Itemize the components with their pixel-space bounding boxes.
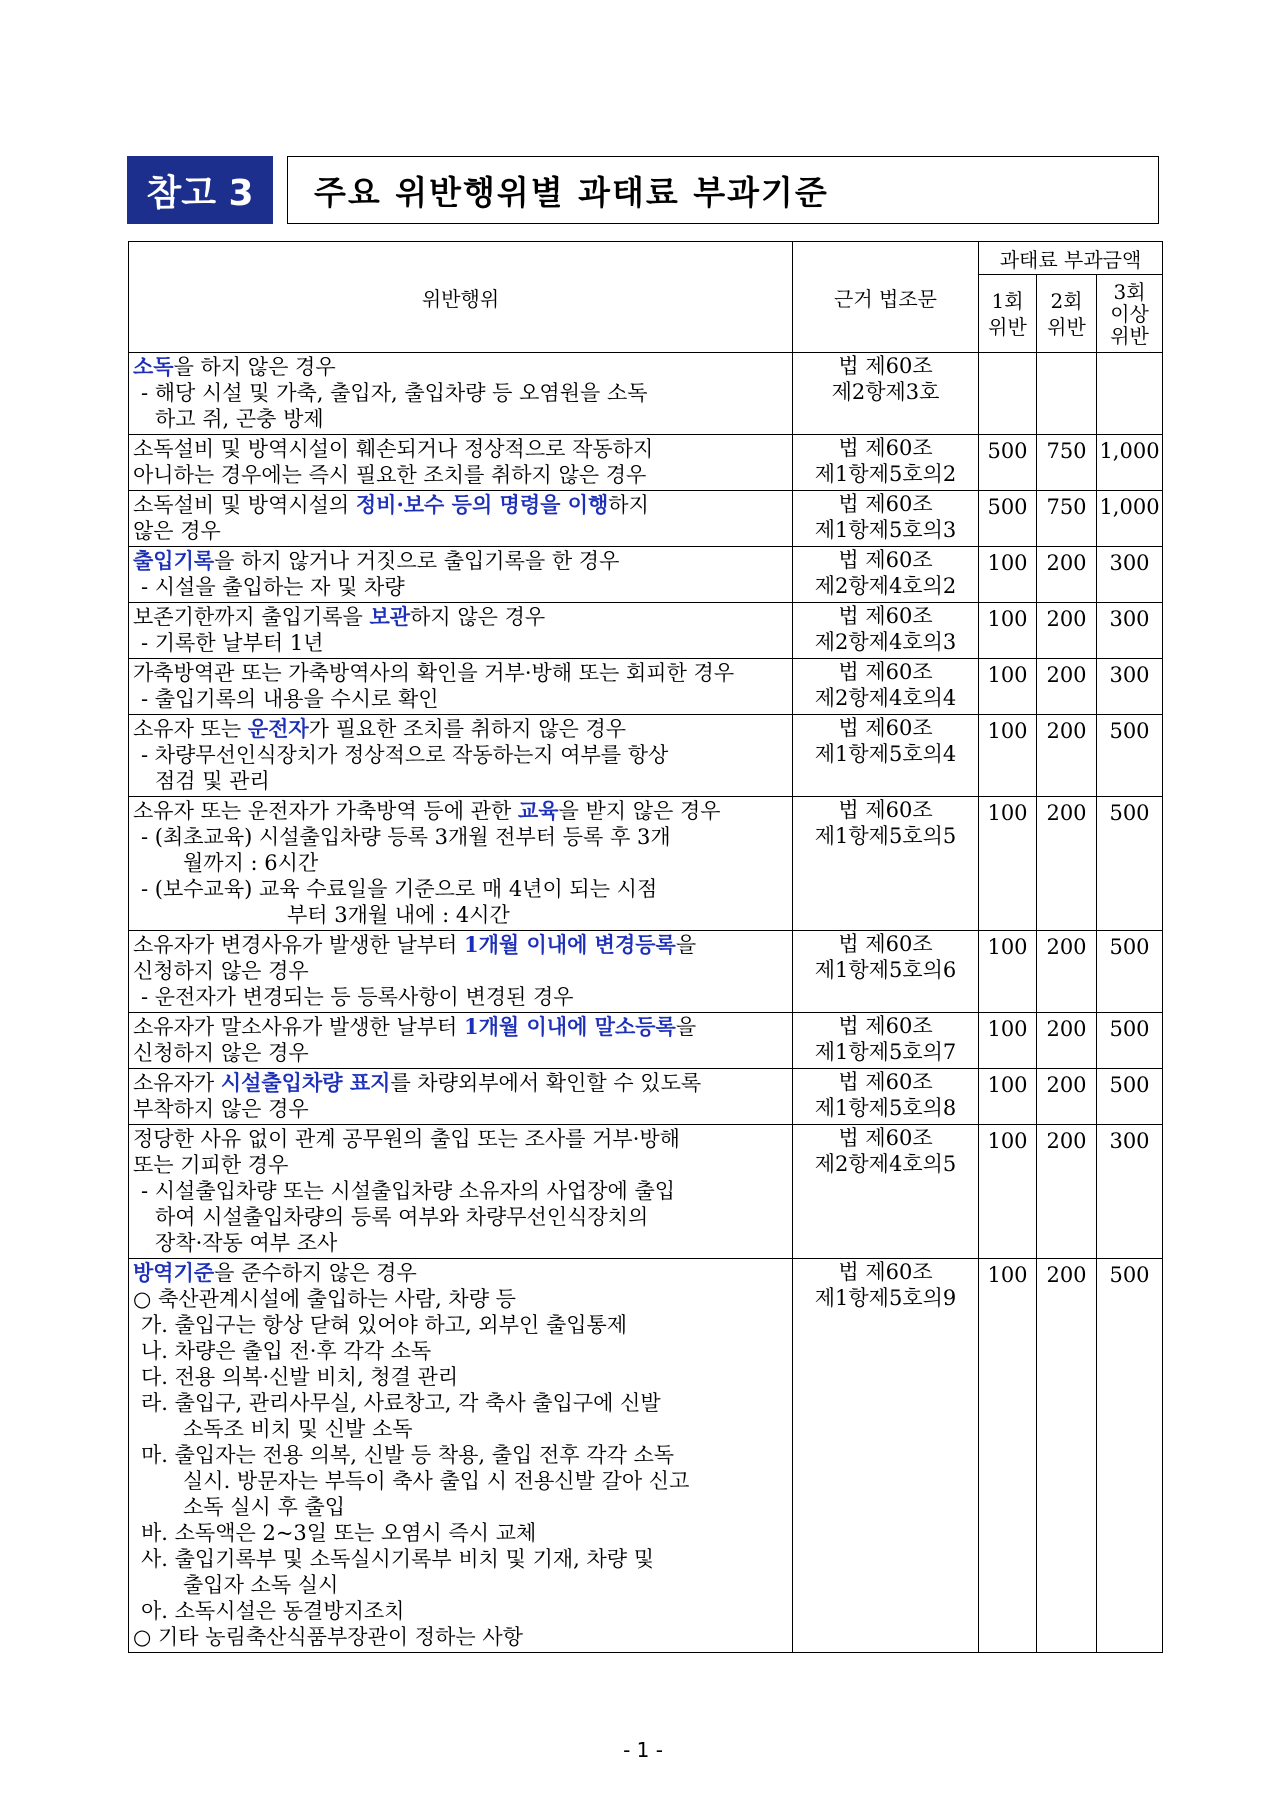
amount-cell: 100 (979, 1069, 1037, 1125)
law-cell: 법 제60조 제2항제4호의5 (793, 1125, 979, 1259)
violation-cell (129, 491, 793, 547)
amount-cell: 500 (1097, 931, 1163, 1013)
violation-line: 소유자가 변경사유가 발생한 날부터 1개월 이내에 변경등록을 (133, 932, 697, 957)
amount-cell: 100 (979, 603, 1037, 659)
law-cell: 법 제60조 제1항제5호의6 (793, 931, 979, 1013)
violation-line: 부터 3개월 내에 : 4시간 (287, 903, 510, 927)
col-header-third: 3회 이상 위반 (1097, 275, 1163, 353)
reference-badge: 참고 3 (127, 156, 273, 224)
table-row (129, 353, 1163, 435)
violation-line: 신청하지 않은 경우 (133, 1041, 309, 1065)
amount-cell: 500 (1097, 1013, 1163, 1069)
violation-cell (129, 435, 793, 491)
violation-cell (129, 547, 793, 603)
violation-line: 라. 출입구, 관리사무실, 사료창고, 각 축사 출입구에 신발 (141, 1391, 661, 1415)
table-row (129, 797, 1163, 931)
col-header-law: 근거 법조문 (793, 242, 979, 353)
violation-line: 나. 차량은 출입 전·후 각각 소독 (141, 1339, 432, 1363)
amount-cell: 500 (979, 435, 1037, 491)
amount-cell: 100 (979, 715, 1037, 797)
table-row (129, 547, 1163, 603)
amount-cell: 200 (1037, 931, 1097, 1013)
table-row (129, 603, 1163, 659)
violation-line: 하여 시설출입차량의 등록 여부와 차량무선인식장치의 (155, 1205, 649, 1229)
violation-line: - (최초교육) 시설출입차량 등록 3개월 전부터 등록 후 3개 (141, 825, 671, 849)
law-cell: 법 제60조 제1항제5호의4 (793, 715, 979, 797)
violation-line: 신청하지 않은 경우 (133, 959, 309, 983)
table-row (129, 1013, 1163, 1069)
violation-line: 가. 출입구는 항상 닫혀 있어야 하고, 외부인 출입통제 (141, 1313, 628, 1337)
violation-line: - 시설출입차량 또는 시설출입차량 소유자의 사업장에 출입 (141, 1179, 676, 1203)
col-header-amount: 과태료 부과금액 (979, 242, 1163, 275)
table-row (129, 1259, 1163, 1653)
violation-line: - 해당 시설 및 가축, 출입자, 출입차량 등 오염원을 소독 (141, 381, 648, 405)
law-cell: 법 제60조 제1항제5호의2 (793, 435, 979, 491)
table-row (129, 1069, 1163, 1125)
violation-cell (129, 931, 793, 1013)
law-cell: 법 제60조 제1항제5호의9 (793, 1259, 979, 1653)
violation-cell (129, 353, 793, 435)
table-row (129, 435, 1163, 491)
law-cell: 법 제60조 제2항제4호의3 (793, 603, 979, 659)
amount-cell: 300 (1097, 1125, 1163, 1259)
amount-cell (1037, 353, 1097, 435)
amount-cell (1097, 353, 1163, 435)
amount-cell: 750 (1037, 491, 1097, 547)
amount-cell: 100 (979, 659, 1037, 715)
violation-line: - 출입기록의 내용을 수시로 확인 (141, 687, 439, 711)
violation-cell (129, 1069, 793, 1125)
violation-line: 사. 출입기록부 및 소독실시기록부 비치 및 기재, 차량 및 (141, 1547, 655, 1571)
violation-line: - (보수교육) 교육 수료일을 기준으로 매 4년이 되는 시점 (141, 877, 658, 901)
amount-cell: 100 (979, 931, 1037, 1013)
page-number: - 1 - (623, 1738, 663, 1762)
table-row (129, 931, 1163, 1013)
violation-line: 가축방역관 또는 가축방역사의 확인을 거부·방해 또는 회피한 경우 (133, 661, 735, 685)
amount-cell: 300 (1097, 603, 1163, 659)
law-cell: 법 제60조 제2항제3호 (793, 353, 979, 435)
amount-cell: 200 (1037, 547, 1097, 603)
violation-line: 마. 출입자는 전용 의복, 신발 등 착용, 출입 전후 각각 소독 (141, 1443, 675, 1467)
table-row (129, 491, 1163, 547)
violation-cell (129, 1125, 793, 1259)
law-cell: 법 제60조 제1항제5호의3 (793, 491, 979, 547)
amount-cell: 500 (1097, 1259, 1163, 1653)
amount-cell: 100 (979, 797, 1037, 931)
amount-cell: 750 (1037, 435, 1097, 491)
col-header-first: 1회 위반 (979, 275, 1037, 353)
violation-line: 다. 전용 의복·신발 비치, 청결 관리 (141, 1365, 459, 1389)
page-title: 주요 위반행위별 과태료 부과기준 (287, 156, 1159, 224)
amount-cell: 200 (1037, 603, 1097, 659)
violation-line: 소유자가 말소사유가 발생한 날부터 1개월 이내에 말소등록을 (133, 1014, 697, 1039)
amount-cell: 200 (1037, 1125, 1097, 1259)
amount-cell: 500 (1097, 1069, 1163, 1125)
violation-line: 아. 소독시설은 동결방지조치 (141, 1599, 405, 1623)
amount-cell: 500 (979, 491, 1037, 547)
law-cell: 법 제60조 제2항제4호의2 (793, 547, 979, 603)
table-row (129, 659, 1163, 715)
violation-line: - 차량무선인식장치가 정상적으로 작동하는지 여부를 항상 (141, 743, 669, 767)
amount-cell: 200 (1037, 797, 1097, 931)
violation-line: 소유자 또는 운전자가 가축방역 등에 관한 교육을 받지 않은 경우 (133, 798, 721, 823)
amount-cell: 100 (979, 1125, 1037, 1259)
amount-cell (979, 353, 1037, 435)
violation-line: 출입기록을 하지 않거나 거짓으로 출입기록을 한 경우 (133, 548, 620, 573)
amount-cell: 1,000 (1097, 435, 1163, 491)
violation-cell (129, 715, 793, 797)
violation-line: 장착·작동 여부 조사 (155, 1231, 338, 1255)
violation-line: 정당한 사유 없이 관계 공무원의 출입 또는 조사를 거부·방해 (133, 1127, 680, 1151)
violation-line: 또는 기피한 경우 (133, 1153, 289, 1177)
violation-cell (129, 603, 793, 659)
violation-line: 소독조 비치 및 신발 소독 (183, 1417, 413, 1441)
col-header-violation: 위반행위 (129, 242, 793, 353)
violation-line: 소독설비 및 방역시설의 정비·보수 등의 명령을 이행하지 (133, 492, 649, 517)
violation-line: ○ 기타 농림축산식품부장관이 정하는 사항 (133, 1625, 523, 1649)
violation-line: - 운전자가 변경되는 등 등록사항이 변경된 경우 (141, 985, 574, 1009)
violation-line: 소유자 또는 운전자가 필요한 조치를 취하지 않은 경우 (133, 716, 627, 741)
violation-line: 소독설비 및 방역시설이 훼손되거나 정상적으로 작동하지 (133, 437, 654, 461)
table-row (129, 1125, 1163, 1259)
violation-line: 보존기한까지 출입기록을 보관하지 않은 경우 (133, 604, 546, 629)
amount-cell: 100 (979, 547, 1037, 603)
violation-cell (129, 1259, 793, 1653)
violation-line: 실시. 방문자는 부득이 축사 출입 시 전용신발 갈아 신고 (183, 1469, 690, 1493)
violation-line: 소독을 하지 않은 경우 (133, 354, 336, 379)
amount-cell: 200 (1037, 1069, 1097, 1125)
amount-cell: 300 (1097, 547, 1163, 603)
amount-cell: 200 (1037, 659, 1097, 715)
violation-line: 부착하지 않은 경우 (133, 1097, 309, 1121)
violation-line: 바. 소독액은 2~3일 또는 오염시 즉시 교체 (141, 1521, 537, 1545)
violation-line: 월까지 : 6시간 (183, 851, 319, 875)
penalty-table (128, 241, 1163, 1653)
page-header (127, 156, 1159, 224)
violation-line: 소독 실시 후 출입 (183, 1495, 346, 1519)
table-row (129, 715, 1163, 797)
violation-line: 아니하는 경우에는 즉시 필요한 조치를 취하지 않은 경우 (133, 463, 647, 487)
violation-line: 않은 경우 (133, 519, 221, 543)
amount-cell: 200 (1037, 1259, 1097, 1653)
law-cell: 법 제60조 제2항제4호의4 (793, 659, 979, 715)
violation-line: - 시설을 출입하는 자 및 차량 (141, 575, 405, 599)
violation-line: ○ 축산관계시설에 출입하는 사람, 차량 등 (133, 1287, 516, 1311)
col-header-second: 2회 위반 (1037, 275, 1097, 353)
amount-cell: 200 (1037, 715, 1097, 797)
violation-line: 출입자 소독 실시 (183, 1573, 339, 1597)
law-cell: 법 제60조 제1항제5호의7 (793, 1013, 979, 1069)
violation-line: 방역기준을 준수하지 않은 경우 (133, 1260, 417, 1285)
violation-cell (129, 797, 793, 931)
violation-cell (129, 1013, 793, 1069)
amount-cell: 200 (1037, 1013, 1097, 1069)
violation-cell (129, 659, 793, 715)
amount-cell: 500 (1097, 797, 1163, 931)
amount-cell: 500 (1097, 715, 1163, 797)
amount-cell: 300 (1097, 659, 1163, 715)
amount-cell: 100 (979, 1013, 1037, 1069)
violation-line: 하고 쥐, 곤충 방제 (155, 407, 324, 431)
law-cell: 법 제60조 제1항제5호의5 (793, 797, 979, 931)
amount-cell: 1,000 (1097, 491, 1163, 547)
amount-cell: 100 (979, 1259, 1037, 1653)
violation-line: 점검 및 관리 (155, 769, 270, 793)
violation-line: - 기록한 날부터 1년 (141, 631, 324, 655)
violation-line: 소유자가 시설출입차량 표지를 차량외부에서 확인할 수 있도록 (133, 1070, 702, 1095)
law-cell: 법 제60조 제1항제5호의8 (793, 1069, 979, 1125)
